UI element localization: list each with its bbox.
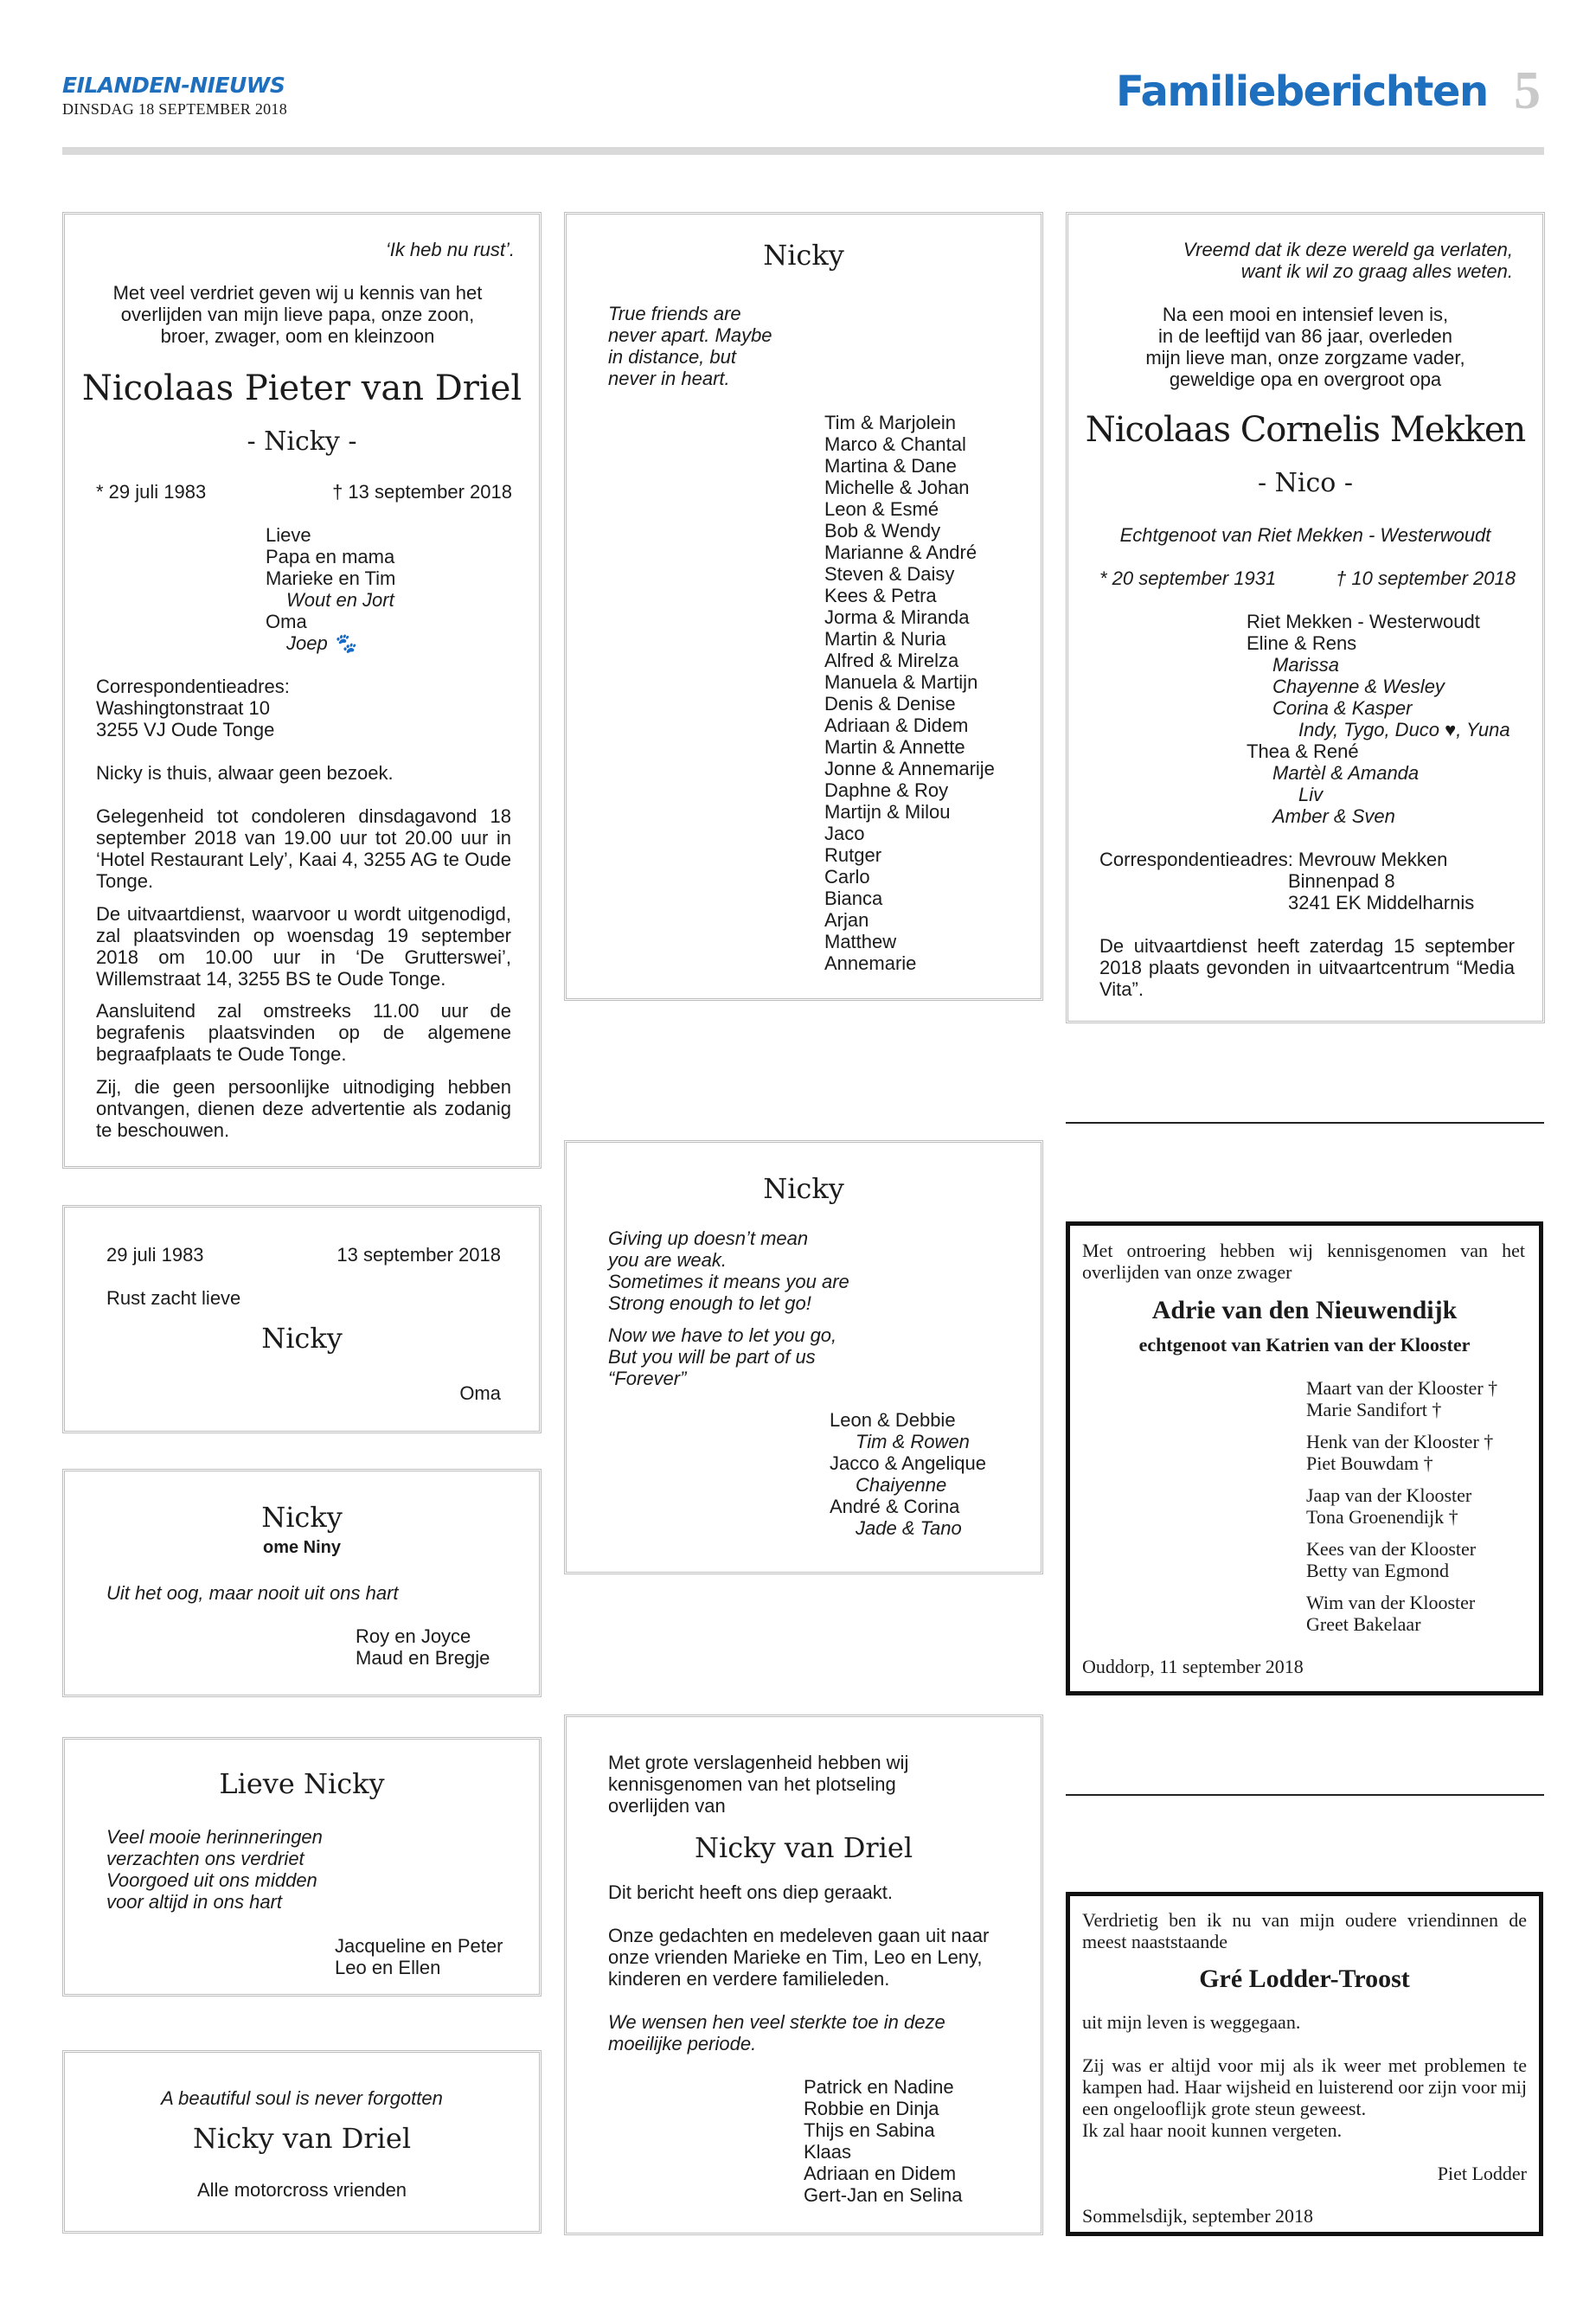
message-line: Dit bericht heeft ons diep geraakt. xyxy=(608,1881,893,1903)
condolence-info: Gelegenheid tot condoleren dinsdagavond 18 september 2018 van 19.00 uur tot 20.00 uur in ‘Hotel Restaurant Lely’, Kaai 4, 3255 AG te Oude Tonge. xyxy=(96,805,511,892)
signatories-list: Jacqueline en Peter Leo en Ellen xyxy=(335,1935,503,1978)
notice-adrie-van-den-nieuwendijk xyxy=(1066,1221,1543,1695)
header-rule xyxy=(62,147,1544,155)
deceased-name: Gré Lodder-Troost xyxy=(1199,1965,1410,1993)
poem-part-1: Giving up doesn’t mean you are weak. Sometimes it means you are Strong enough to let go! xyxy=(608,1227,849,1314)
notice-motorcross-friends xyxy=(62,2050,542,2234)
signatories-list: Tim & Marjolein Marco & Chantal Martina & Dane Michelle & Johan Leon & Esmé Bob & Wendy Marianne & André Steven & Daisy Kees & Petra Jorma & Miranda Martin & Nuria Alfred & Mirelza Manuela & Martijn Denis & Denise Adriaan & Didem Martin & Annette Jonne & Annemarije Daphne & Roy Martijn & Milou Jaco Rutger Carlo Bianca Arjan Matthew Annemarie xyxy=(824,412,995,974)
column-divider xyxy=(1066,1794,1544,1796)
death-date: † 13 september 2018 xyxy=(332,481,512,503)
intro: Verdrietig ben ik nu van mijn oudere vriendinnen de meest naaststaande xyxy=(1082,1909,1527,1952)
service-info: De uitvaartdienst heeft zaterdag 15 september 2018 plaats gevonden in uitvaartcentrum “Media Vita”. xyxy=(1099,935,1515,1000)
quote-line-2: want ik wil zo graag alles weten. xyxy=(1240,260,1513,282)
farewell-line: Uit het oog, maar nooit uit ons hart xyxy=(106,1582,399,1604)
section-title: Familieberichten xyxy=(1116,67,1488,116)
family-list: Maart van der Klooster † Marie Sandifort † Henk van der Klooster † Piet Bouwdam † Jaap van der Klooster Tona Groenendijk † Kees van der Klooster Betty van Egmond Wim van der Klooster Greet Bakelaar xyxy=(1306,1377,1498,1635)
birth-date: * 29 juli 1983 xyxy=(96,481,207,503)
intro: Met ontroering hebben wij kennisgenomen van het overlijden van onze zwager xyxy=(1082,1240,1525,1283)
notice-gre-lodder-troost xyxy=(1066,1892,1543,2236)
notice-nicky-friends xyxy=(564,212,1043,1001)
deceased-name: Nicolaas Cornelis Mekken xyxy=(1085,410,1526,450)
signatories-list: Leon & Debbie Tim & Rowen Jacco & Angelique Chaiyenne André & Corina Jade & Tano xyxy=(830,1409,987,1539)
service-info: De uitvaartdienst, waarvoor u wordt uitgenodigd, zal plaatsvinden op woensdag 19 september 2018 om 10.00 uur in ‘De Grutterswei’, Willemstraat 14, 3255 BS te Oude Tonge. xyxy=(96,903,511,990)
deceased-name: Nicolaas Pieter van Driel xyxy=(81,369,522,408)
nickname: - Nico - xyxy=(1257,468,1354,498)
page-number: 5 xyxy=(1514,61,1541,120)
notice-lieve-nicky xyxy=(62,1737,542,1997)
poem: True friends are never apart. Maybe in distance, but never in heart. xyxy=(608,303,772,389)
nickname: - Nicky - xyxy=(247,426,357,457)
sympathy-text: Onze gedachten en medeleven gaan uit naar onze vrienden Marieke en Tim, Leo en Leny, kinderen en verdere familieleden. xyxy=(608,1925,990,1990)
notice-nicky-forever xyxy=(564,1140,1043,1574)
intro: Met veel verdriet geven wij u kennis van het overlijden van mijn lieve papa, onze zoon, broer, zwager, oom en kleinzoon xyxy=(112,282,483,347)
signed: Oma xyxy=(459,1382,501,1404)
spouse-line: Echtgenoot van Riet Mekken - Westerwoudt xyxy=(1119,524,1491,546)
subtitle: ome Niny xyxy=(262,1538,342,1557)
name: Nicky xyxy=(261,1322,343,1355)
notice-title: Nicky xyxy=(763,1172,844,1205)
notice-title: Lieve Nicky xyxy=(219,1767,385,1800)
signed: Piet Lodder xyxy=(1437,2163,1527,2184)
quote: ‘Ik heb nu rust’. xyxy=(385,239,515,260)
intro: Met grote verslagenheid hebben wij kennisgenomen van het plotseling overlijden van xyxy=(608,1752,909,1817)
family-list: Riet Mekken - Westerwoudt Eline & Rens Marissa Chayenne & Wesley Corina & Kasper Indy, Tygo, Duco ♥, Yuna Thea & René Martèl & Amanda Liv Amber & Sven xyxy=(1247,611,1510,827)
notice-nicky-ome-niny xyxy=(62,1469,542,1697)
signed: Alle motorcross vrienden xyxy=(196,2179,407,2201)
death-date: 13 september 2018 xyxy=(337,1244,501,1266)
column-divider xyxy=(1066,1122,1544,1124)
deceased-name: Nicky van Driel xyxy=(192,2122,412,2155)
poem-part-2: Now we have to let you go, But you will be part of us “Forever” xyxy=(608,1324,837,1389)
quote-line-1: Vreemd dat ik deze wereld ga verlaten, xyxy=(1183,239,1513,260)
family-list: Lieve Papa en mama Marieke en Tim Wout en Jort Oma Joep 🐾 xyxy=(266,524,396,654)
intro: Na een mooi en intensief leven is, in de leeftijd van 86 jaar, overleden mijn lieve man, onze zorgzame vader, geweldige opa en overgroot opa xyxy=(1145,304,1465,390)
correspondence-address: Binnenpad 8 3241 EK Middelharnis xyxy=(1288,870,1475,913)
place-date: Sommelsdijk, september 2018 xyxy=(1082,2205,1314,2227)
farewell-line: Rust zacht lieve xyxy=(106,1287,241,1309)
burial-info: Aansluitend zal omstreeks 11.00 uur de begrafenis plaatsvinden op de algemene begraafplaats te Oude Tonge. xyxy=(96,1000,511,1065)
masthead-logo: EILANDEN-NIEUWS xyxy=(62,73,285,98)
notice-nicky-van-driel-friends xyxy=(564,1715,1043,2235)
birth-date: * 20 september 1931 xyxy=(1099,567,1277,589)
spouse-line: echtgenoot van Katrien van der Klooster xyxy=(1138,1334,1471,1356)
notice-title: Nicky xyxy=(261,1501,343,1534)
tribute-text: Zij was er altijd voor mij als ik weer met problemen te kampen had. Haar wijsheid en luisterend oor zijn voor mij een ongelooflijk grote steun geweest. xyxy=(1082,2054,1527,2119)
notice-nicolaas-mekken xyxy=(1066,212,1545,1023)
issue-date: DINSDAG 18 SEPTEMBER 2018 xyxy=(62,100,288,118)
notice-title: Nicky xyxy=(763,239,844,272)
place-date: Ouddorp, 11 september 2018 xyxy=(1082,1656,1304,1677)
message-line: uit mijn leven is weggegaan. xyxy=(1082,2011,1301,2033)
wish-text: We wensen hen veel sterkte toe in deze moeilijke periode. xyxy=(608,2011,945,2054)
death-date: † 10 september 2018 xyxy=(1336,567,1516,589)
home-note: Nicky is thuis, alwaar geen bezoek. xyxy=(96,762,394,784)
deceased-name: Adrie van den Nieuwendijk xyxy=(1151,1296,1458,1324)
birth-date: 29 juli 1983 xyxy=(106,1244,204,1266)
address-label: Correspondentieadres: Mevrouw Mekken xyxy=(1099,849,1448,870)
signatories-list: Roy en Joyce Maud en Bregje xyxy=(356,1625,490,1669)
signatories-list: Patrick en Nadine Robbie en Dinja Thijs en Sabina Klaas Adriaan en Didem Gert-Jan en Selina xyxy=(804,2076,963,2206)
deceased-name: Nicky van Driel xyxy=(694,1831,913,1864)
poem: Veel mooie herinneringen verzachten ons verdriet Voorgoed uit ons midden voor altijd in ons hart xyxy=(106,1826,323,1913)
closing-line: Ik zal haar nooit kunnen vergeten. xyxy=(1082,2119,1343,2141)
notice-nicolaas-van-driel xyxy=(62,212,542,1169)
invitation-notice: Zij, die geen persoonlijke uitnodiging hebben ontvangen, dienen deze advertentie als zodanig te beschouwen. xyxy=(96,1076,511,1141)
notice-nicky-oma xyxy=(62,1205,542,1433)
correspondence-address: Correspondentieadres: Washingtonstraat 10 3255 VJ Oude Tonge xyxy=(96,676,290,740)
quote: A beautiful soul is never forgotten xyxy=(161,2087,443,2109)
